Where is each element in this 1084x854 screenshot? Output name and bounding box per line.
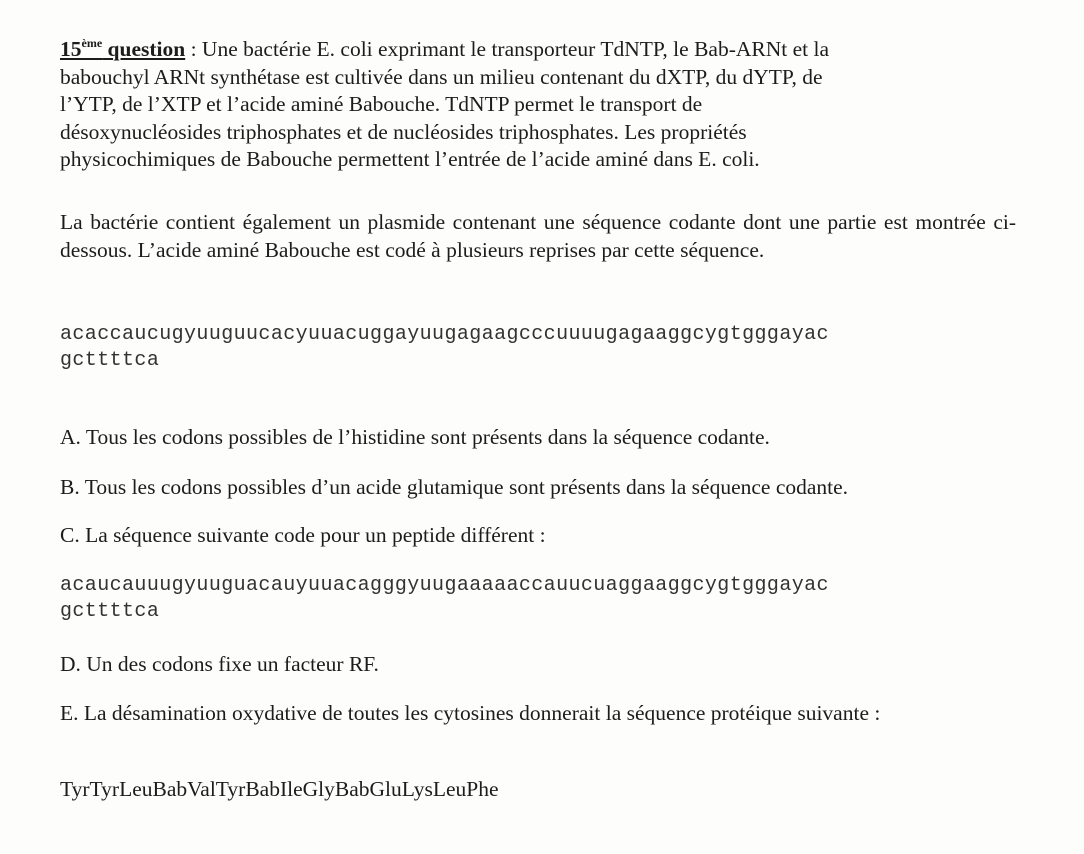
coding-sequence-line-2: gcttttca [60,348,160,372]
coding-sequence-line-1: acaccaucugyuuguucacyuuacuggayuugagaagcccuuuugagaaggcygtgggayac [60,323,829,346]
intro-line-1 [60,36,1016,64]
option-b: B. Tous les codons possibles d’un acide glutamique sont présents dans la séquence codante. [60,475,849,499]
intro-line-5: physicochimiques de Babouche permettent l’entrée de l’acide aminé dans E. coli. [60,147,760,171]
question-number: 15 [60,37,82,61]
question-word: question [107,37,186,61]
option-c-sequence-line-1: acaucauuugyuuguacauyuuacagggyuugaaaaaccauucuaggaaggcygtgggayac [60,574,829,597]
intro-line-4: désoxynucléosides triphosphates et de nucléosides triphosphates. Les propriétés [60,119,747,144]
option-d: D. Un des codons fixe un facteur RF. [60,652,379,676]
option-c: C. La séquence suivante code pour un peptide différent : [60,523,546,547]
coding-sequence [60,322,1020,373]
question-intro [60,36,1016,174]
option-a: A. Tous les codons possibles de l’histidine sont présents dans la séquence codante. [60,425,770,449]
intro-line-2: babouchyl ARNt synthétase est cultivée dans un milieu contenant du dXTP, du dYTP, de [60,64,823,89]
option-c-sequence-line-2: gcttttca [60,599,160,623]
option-e-protein-sequence: TyrTyrLeuBabValTyrBabIleGlyBabGluLysLeuPhe [60,777,499,801]
plasmid-paragraph: La bactérie contient également un plasmide contenant une séquence codante dont une partie est montrée ci-dessous. L’acide aminé Babouche est codé à plusieurs reprises par cette séquence. [60,210,1016,262]
question-number-suffix: ème [81,36,103,50]
option-c-sequence [60,573,1020,624]
intro-text-start: : Une bactérie E. coli exprimant le transporteur TdNTP, le Bab-ARNt et la [185,37,830,61]
option-e: E. La désamination oxydative de toutes les cytosines donnerait la séquence protéique suivante : [60,701,881,725]
intro-line-3: l’YTP, de l’XTP et l’acide aminé Babouche. TdNTP permet le transport de [60,92,703,116]
question-title [60,37,185,61]
